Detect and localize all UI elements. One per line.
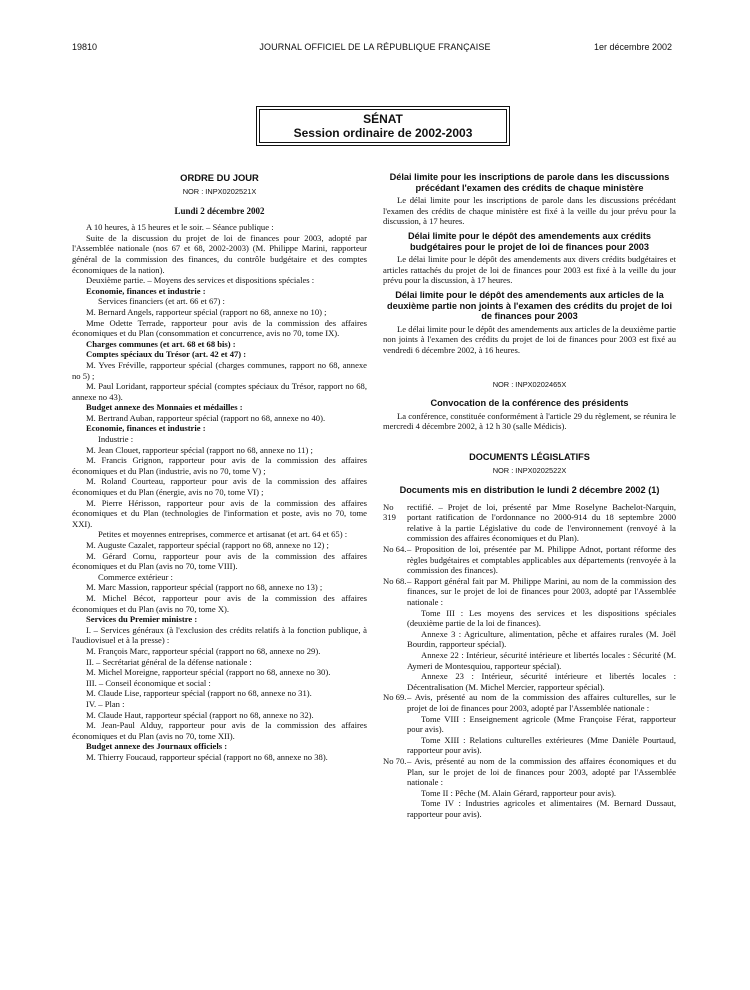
document-subitem: Tome II : Pêche (M. Alain Gérard, rapporteur pour avis). (421, 787, 617, 798)
document-text: – Avis, présenté au nom de la commission des affaires économiques et du Plan, sur le projet de loi de finances pour 2003, adopté par l'Assemblée nationale : (407, 755, 676, 788)
ordre-du-jour-heading: ORDRE DU JOUR (180, 172, 259, 183)
issue-date: 1er décembre 2002 (593, 42, 672, 52)
documents-list (383, 502, 676, 820)
title-senat: SÉNAT (363, 112, 403, 126)
document-text: rectifié. – Projet de loi, présenté par Mme Roselyne Bachelot-Narquin, portant ratification de l'ordonnance no 2000-914 du 18 septembre 2000 relative à la partie Législative du code de l'environnement (renvoyé à la commission des affaires économiques et du Plan). (407, 501, 676, 544)
agenda-line: M. Jean-Paul Alduy, rapporteur pour avis de la commission des affaires économiques et du Plan (avis no 70, tome XII). (72, 720, 367, 741)
documents-nor: NOR : INPX0202522X (492, 466, 567, 476)
document-number: No 68. (383, 575, 407, 586)
document-number: No 319 (383, 501, 396, 523)
convocation-text: La conférence, constituée conformément à l'article 29 du règlement, se réunira le mercredi 4 décembre 2002, à 12 h 30 (salle Médicis). (383, 410, 676, 432)
document-item (383, 692, 676, 713)
agenda-line: Suite de la discussion du projet de loi de finances pour 2003, adopté par l'Assemblée nationale (nos 67 et 68, 2002-2003) (M. Philippe Marini, rapporteur général de la commission des finances, du contrôle budgétaire et des comptes économiques de la nation). (72, 232, 367, 275)
document-subitem: Annexe 3 : Agriculture, alimentation, pêche et affaires rurales (M. Joël Bourdin, rapporteur spécial). (407, 628, 676, 650)
documents-distribution-heading: Documents mis en distribution le lundi 2 décembre 2002 (1) (399, 485, 660, 496)
documents-legislatifs-heading: DOCUMENTS LÉGISLATIFS (469, 451, 590, 462)
agenda-line: A 10 heures, à 15 heures et le soir. – Séance publique : (86, 222, 274, 233)
agenda-line: M. Michel Bécot, rapporteur pour avis de la commission des affaires économiques et du Plan (avis no 70, tome X). (72, 592, 367, 614)
delai-parole-heading: Délai limite pour les inscriptions de parole dans les discussions précédant l'examen des crédits de chaque ministère (389, 172, 670, 193)
title-box (256, 106, 510, 146)
document-item (383, 544, 676, 576)
right-column (383, 172, 676, 819)
agenda-line: Economie, finances et industrie : (86, 285, 206, 296)
convocation-nor: NOR : INPX0202465X (492, 379, 567, 389)
agenda-line: III. – Conseil économique et social : (86, 677, 211, 688)
convocation-heading: Convocation de la conférence des présidents (430, 398, 629, 409)
nor-reference: NOR : INPX0202521X (182, 187, 257, 196)
agenda-line: M. Bernard Angels, rapporteur spécial (rapport no 68, annexe no 10) ; (86, 306, 327, 317)
agenda-line: M. François Marc, rapporteur spécial (rapport no 68, annexe no 29). (86, 645, 321, 656)
agenda-line: I. – Services généraux (à l'exclusion des crédits relatifs à la fonction publique, à l'audiovisuel et à la presse) : (72, 624, 367, 646)
agenda-line: II. – Secrétariat général de la défense nationale : (86, 656, 252, 667)
agenda-line: M. Bertrand Auban, rapporteur spécial (rapport no 68, annexe no 40). (86, 412, 326, 423)
document-subitem: Tome III : Les moyens des services et les dispositions spéciales (deuxième partie de la loi de finances). (407, 607, 676, 629)
agenda-line: M. Claude Lise, rapporteur spécial (rapport no 68, annexe no 31). (86, 688, 312, 699)
agenda-line: M. Jean Clouet, rapporteur spécial (rapport no 68, annexe no 11) ; (86, 444, 313, 455)
agenda-line: Services du Premier ministre : (86, 614, 198, 625)
agenda-line: Mme Odette Terrade, rapporteur pour avis de la commission des affaires économiques et du Plan (consommation et concurrence, avis no 70, tome IX). (72, 317, 367, 339)
agenda-line: IV. – Plan : (86, 698, 125, 709)
agenda-line: M. Gérard Cornu, rapporteur pour avis de la commission des affaires économiques et du Plan (avis no 70, tome VIII). (72, 550, 367, 572)
agenda-line: M. Francis Grignon, rapporteur pour avis de la commission des affaires économiques et du Plan (industrie, avis no 70, tome V) ; (72, 455, 367, 476)
page-header (0, 42, 750, 56)
delai-amendements-articles-heading: Délai limite pour le dépôt des amendements aux articles de la deuxième partie non joints à l'examen des crédits du projet de loi de finances pour 2003 (386, 289, 673, 322)
agenda-line: Deuxième partie. – Moyens des services et dispositions spéciales : (86, 275, 315, 286)
document-text: – Proposition de loi, présentée par M. Philippe Adnot, portant réforme des règles budgétaires et comptables applicables aux départements (renvoyée à la commission des finances). (407, 544, 676, 576)
agenda-line: M. Pierre Hérisson, rapporteur pour avis de la commission des affaires économiques et du Plan (technologies de l'information et poste, avis no 70, tome XXI). (72, 497, 367, 529)
page-number: 19810 (72, 42, 98, 52)
document-text: – Rapport général fait par M. Philippe Marini, au nom de la commission des finances, sur le projet de loi de finances pour 2003, adopté par l'Assemblée nationale : (407, 575, 676, 607)
left-column (72, 172, 367, 762)
journal-title: JOURNAL OFFICIEL DE LA RÉPUBLIQUE FRANÇAISE (259, 42, 491, 52)
delai-amendements-credits-heading: Délai limite pour le dépôt des amendements aux crédits budgétaires pour le projet de loi de finances pour 2003 (407, 230, 652, 252)
agenda-line: M. Auguste Cazalet, rapporteur spécial (rapport no 68, annexe no 12) ; (86, 540, 329, 550)
title-box-inner (259, 109, 507, 143)
delai-amendements-credits-text: Le délai limite pour le dépôt des amendements aux divers crédits budgétaires et articles rattachés du projet de loi de finances pour 2003 est fixé à la veille du jour prévu pour la discussion, à 17 heures. (383, 254, 676, 286)
delai-parole-text: Le délai limite pour les inscriptions de parole dans les discussions précédant l'examen des crédits de chaque ministère est fixé à la veille du jour prévu pour la discussion, à 17 heures. (383, 195, 676, 227)
document-subitem: Tome XIII : Relations culturelles extérieures (Mme Danièle Pourtaud, rapporteur pour avis). (407, 734, 676, 756)
agenda-line: Commerce extérieur : (98, 571, 173, 582)
agenda-line: Budget annexe des Monnaies et médailles : (86, 402, 243, 413)
delai-amendements-articles-text: Le délai limite pour le dépôt des amendements aux articles de la deuxième partie non joints à l'examen des crédits du projet de loi de finances pour 2003 est fixé au vendredi 6 décembre 2002, à 16 heures. (383, 323, 676, 355)
agenda-line: Comptes spéciaux du Trésor (art. 42 et 47) : (86, 349, 247, 360)
document-subitem: Annexe 23 : Intérieur, sécurité intérieure et libertés locales : Décentralisation (M. Michel Mercier, rapporteur spécial). (407, 671, 676, 692)
agenda-line: M. Paul Loridant, rapporteur spécial (comptes spéciaux du Trésor, rapport no 68, annexe no 43). (72, 381, 367, 402)
document-number: No 69. (383, 692, 407, 703)
agenda-line: M. Roland Courteau, rapporteur pour avis de la commission des affaires économiques et du Plan (énergie, avis no 70, tome VI) ; (72, 476, 367, 498)
agenda-line: Industrie : (98, 434, 134, 445)
agenda-line: Petites et moyennes entreprises, commerce et artisanat (et art. 64 et 65) : (98, 529, 348, 540)
agenda-line: Budget annexe des Journaux officiels : (86, 741, 228, 752)
agenda-line: Services financiers (et art. 66 et 67) : (98, 296, 225, 307)
agenda-line: Economie, finances et industrie : (86, 423, 206, 434)
agenda-line: Charges communes (et art. 68 et 68 bis) : (86, 338, 236, 349)
document-number: No 70. (383, 755, 407, 766)
agenda-line: M. Claude Haut, rapporteur spécial (rapport no 68, annexe no 32). (86, 709, 314, 720)
agenda-line: M. Marc Massion, rapporteur spécial (rapport no 68, annexe no 13) ; (86, 582, 323, 593)
document-item (383, 502, 676, 544)
session-date: Lundi 2 décembre 2002 (174, 205, 265, 216)
agenda-line: M. Yves Fréville, rapporteur spécial (charges communes, rapport no 68, annexe no 5) ; (72, 359, 367, 381)
document-subitem: Tome IV : Industries agricoles et alimentaires (M. Bernard Dussaut, rapporteur pour avis). (407, 798, 676, 819)
document-number: No 64. (383, 544, 407, 555)
document-text: – Avis, présenté au nom de la commission des affaires culturelles, sur le projet de loi de finances pour 2003, adopté par l'Assemblée nationale : (407, 692, 676, 713)
agenda-list (72, 222, 367, 762)
document-subitem: Tome VIII : Enseignement agricole (Mme Françoise Férat, rapporteur pour avis). (407, 713, 676, 735)
agenda-line: M. Thierry Foucaud, rapporteur spécial (rapport no 68, annexe no 38). (86, 751, 328, 762)
document-subitem: Annexe 22 : Intérieur, sécurité intérieure et libertés locales : Sécurité (M. Aymeri de Montesquiou, rapporteur spécial). (407, 649, 676, 671)
agenda-line: M. Michel Moreigne, rapporteur spécial (rapport no 68, annexe no 30). (86, 667, 331, 678)
title-session: Session ordinaire de 2002-2003 (293, 126, 473, 140)
document-item (383, 756, 676, 788)
document-item (383, 576, 676, 608)
